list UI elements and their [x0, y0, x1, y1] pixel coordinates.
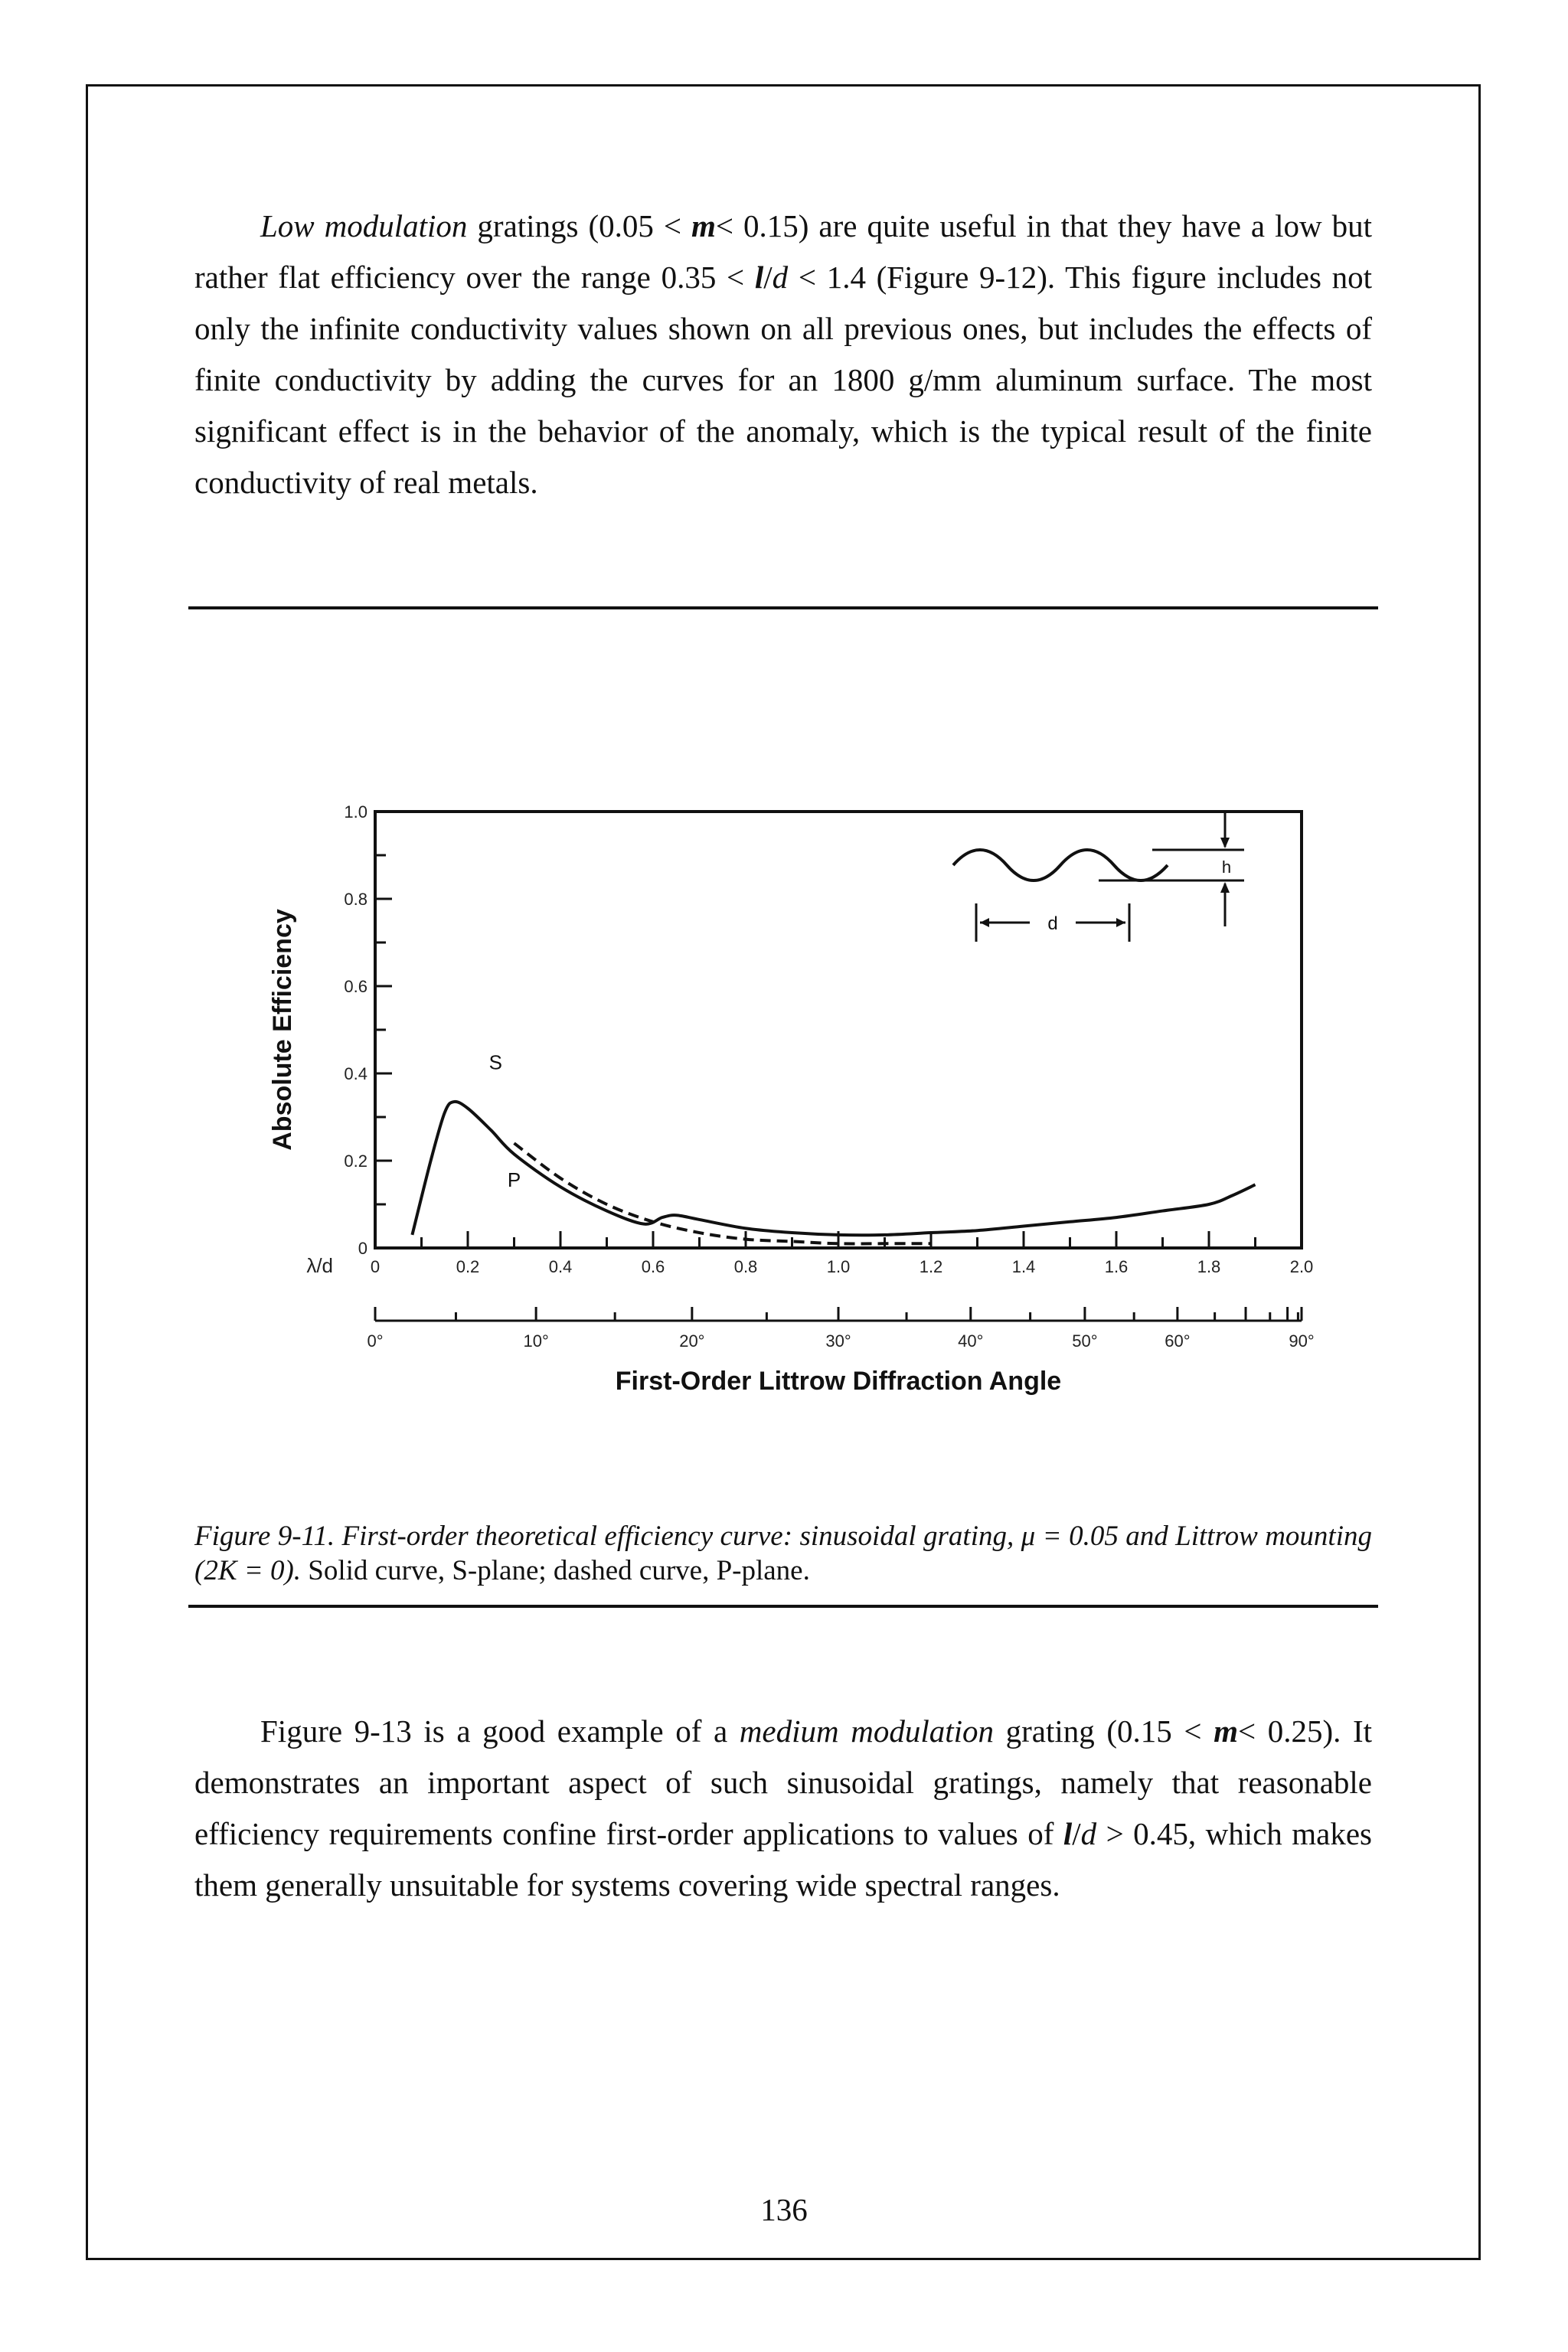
x-tick-label: 0.2 [456, 1257, 480, 1276]
y-axis-title: Absolute Efficiency [268, 909, 297, 1151]
x-tick-label: 2.0 [1289, 1257, 1314, 1276]
y-tick-label: 0.4 [344, 1064, 368, 1083]
symbol-lambda: l [1063, 1816, 1073, 1851]
angle-tick-label: 40° [958, 1331, 984, 1351]
y-tick-label: 1.0 [344, 802, 368, 822]
term-low-modulation: Low modulation [260, 208, 468, 243]
series-label-s: S [488, 1050, 502, 1074]
page-number: 136 [760, 2192, 808, 2227]
symbol-m: m [1214, 1713, 1238, 1749]
angle-tick-label: 60° [1165, 1331, 1191, 1351]
inset-arrowhead [1220, 882, 1230, 893]
symbol-lambda: l [754, 260, 764, 295]
paragraph-2: Figure 9-13 is a good example of a medium modulation grating (0.15 < m< 0.25). It demonstrates an important aspect of such sinusoidal gratings, namely that reasonable efficiency requirements confine first-order applications to values of l/d > 0.45, which makes them generally unsuitable for systems covering wide spectral ranges. [194, 1713, 1373, 1903]
angle-tick-label: 20° [679, 1331, 705, 1351]
x-tick-label: 0.8 [733, 1257, 758, 1276]
inset-d-label: d [1047, 913, 1058, 934]
x-tick-label: 1.6 [1104, 1257, 1129, 1276]
y-tick-label: 0 [358, 1239, 368, 1258]
x-tick-label: 1.4 [1011, 1257, 1036, 1276]
angle-tick-label: 30° [825, 1331, 851, 1351]
x-tick-label: 1.0 [826, 1257, 851, 1276]
x-tick-label: 1.8 [1197, 1257, 1221, 1276]
y-tick-label: 0.2 [344, 1152, 368, 1171]
angle-tick-label: 90° [1289, 1331, 1315, 1351]
angle-axis-title: First-Order Littrow Diffraction Angle [615, 1367, 1062, 1396]
inset-arrowhead [980, 918, 989, 927]
symbol-d: d [772, 260, 789, 295]
term-medium-modulation: medium modulation [739, 1713, 994, 1749]
series-p-line [514, 1143, 932, 1243]
series-s-line [412, 1102, 1255, 1235]
angle-tick-label: 10° [523, 1331, 549, 1351]
figure-bottom-rule [188, 1605, 1378, 1608]
symbol-d: d [1080, 1816, 1097, 1851]
angle-tick-label: 50° [1072, 1331, 1098, 1351]
inset-h-label: h [1221, 858, 1232, 877]
inset-sinusoid [953, 850, 1168, 880]
y-tick-label: 0.8 [344, 890, 368, 909]
x-tick-label: 0.6 [641, 1257, 665, 1276]
symbol-m: m [691, 208, 716, 243]
inset-arrowhead [1220, 838, 1230, 848]
efficiency-chart [260, 789, 1332, 1401]
inset-arrowhead [1116, 918, 1125, 927]
x-tick-label: 1.2 [919, 1257, 943, 1276]
figure-top-rule [188, 606, 1378, 609]
paragraph-1: Low modulation gratings (0.05 < m< 0.15) are quite useful in that they have a low but rather flat efficiency over the range 0.35 < l/d < 1.4 (Figure 9-12). This figure includes not only the infinite conductivity values shown on all previous ones, but includes the effects of finite conductivity by adding the curves for an 1800 g/mm aluminum surface. The most significant effect is in the behavior of the anomaly, which is the typical result of the finite conductivity of real metals. [194, 208, 1372, 500]
series-label-p: P [507, 1168, 521, 1192]
angle-tick-label: 0° [367, 1331, 384, 1351]
x-axis-label: λ/d [306, 1254, 333, 1277]
y-tick-label: 0.6 [344, 977, 368, 996]
figure-caption: Figure 9-11. First-order theoretical efficiency curve: sinusoidal grating, μ = 0.05 and Littrow mounting (2K = 0). Solid curve, S-plane; dashed curve, P-plane. [194, 1521, 1372, 1586]
x-tick-label: 0.4 [548, 1257, 573, 1276]
x-tick-label: 0 [370, 1257, 381, 1276]
